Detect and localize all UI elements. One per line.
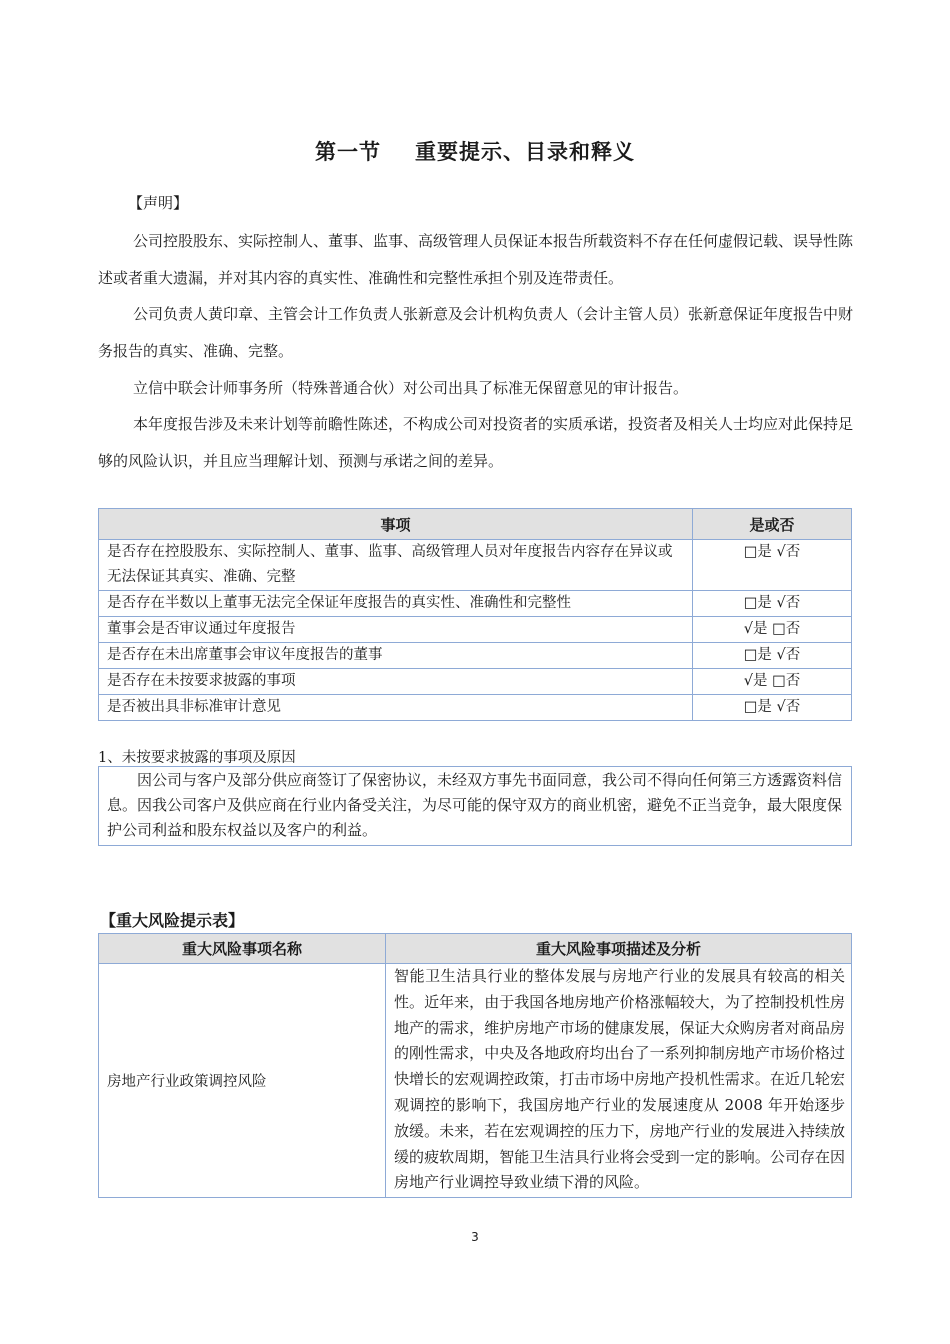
paragraph-guarantee: 公司控股股东、实际控制人、董事、监事、高级管理人员保证本报告所载资料不存在任何虚假记载、误导性陈述或者重大遗漏，并对其内容的真实性、准确性和完整性承担个别及连带责任。: [98, 232, 854, 287]
risk-table-title: 【重大风险提示表】: [100, 911, 245, 930]
risk-table-header: [99, 934, 852, 964]
paragraph-auditor: 立信中联会计师事务所（特殊普通合伙）对公司出具了标准无保留意见的审计报告。: [133, 379, 689, 397]
table-row: [99, 669, 852, 695]
undisclosed-heading: 1、未按要求披露的事项及原因: [98, 750, 296, 766]
risk-table: [98, 933, 852, 1198]
section-title: [0, 136, 950, 166]
item-cell: 是否存在未按要求披露的事项: [99, 669, 693, 695]
risk-name-cell: 房地产行业政策调控风险: [99, 964, 386, 1198]
answer-cell: □是 √否: [693, 540, 852, 591]
item-cell: 是否存在控股股东、实际控制人、董事、监事、高级管理人员对年度报告内容存在异议或无法保证其真实、准确、完整: [99, 540, 693, 591]
answer-cell: √是 □否: [693, 669, 852, 695]
answer-cell: √是 □否: [693, 617, 852, 643]
table-row: [99, 695, 852, 721]
table-row: [99, 540, 852, 591]
header-yes-no: 是或否: [693, 509, 852, 540]
declaration-label: 【声明】: [128, 194, 189, 212]
paragraph-forward-looking: 本年度报告涉及未来计划等前瞻性陈述，不构成公司对投资者的实质承诺，投资者及相关人士均应对此保持足够的风险认识，并且应当理解计划、预测与承诺之间的差异。: [98, 415, 854, 470]
item-cell: 董事会是否审议通过年度报告: [99, 617, 693, 643]
items-table-header: [99, 509, 852, 540]
paragraph-responsible-persons: 公司负责人黄印章、主管会计工作负责人张新意及会计机构负责人（会计主管人员）张新意保证年度报告中财务报告的真实、准确、完整。: [98, 305, 854, 360]
risk-description-cell: 智能卫生洁具行业的整体发展与房地产行业的发展具有较高的相关性。近年来，由于我国各地房地产价格涨幅较大，为了控制投机性房地产的需求，维护房地产市场的健康发展，保证大众购房者对商品房的刚性需求，中央及各地政府均出台了一系列抑制房地产市场价格过快增长的宏观调控政策，打击市场中房地产投机性需求。在近几轮宏观调控的影响下，我国房地产行业的发展速度从 2008 年开始逐步放缓。未来，若在宏观调控的压力下，房地产行业的发展进入持续放缓的疲软周期，智能卫生洁具行业将会受到一定的影响。公司存在因房地产行业调控导致业绩下滑的风险。: [386, 964, 852, 1198]
item-cell: 是否存在未出席董事会审议年度报告的董事: [99, 643, 693, 669]
section-heading: 重要提示、目录和释义: [415, 140, 635, 164]
answer-cell: □是 √否: [693, 643, 852, 669]
header-risk-name: 重大风险事项名称: [99, 934, 386, 964]
items-table: [98, 508, 852, 721]
answer-cell: □是 √否: [693, 591, 852, 617]
header-risk-description: 重大风险事项描述及分析: [386, 934, 852, 964]
table-row: [99, 591, 852, 617]
page-number: 3: [471, 1230, 479, 1244]
section-number: 第一节: [315, 140, 381, 164]
table-row: [99, 643, 852, 669]
answer-cell: □是 √否: [693, 695, 852, 721]
undisclosed-reason-box: 因公司与客户及部分供应商签订了保密协议，未经双方事先书面同意，我公司不得向任何第三方透露资料信息。因我公司客户及供应商在行业内备受关注，为尽可能的保守双方的商业机密，避免不正当竞争，最大限度保护公司利益和股东权益以及客户的利益。: [98, 766, 852, 846]
table-row: [99, 617, 852, 643]
item-cell: 是否存在半数以上董事无法完全保证年度报告的真实性、准确性和完整性: [99, 591, 693, 617]
item-cell: 是否被出具非标准审计意见: [99, 695, 693, 721]
table-row: [99, 964, 852, 1198]
header-item: 事项: [99, 509, 693, 540]
